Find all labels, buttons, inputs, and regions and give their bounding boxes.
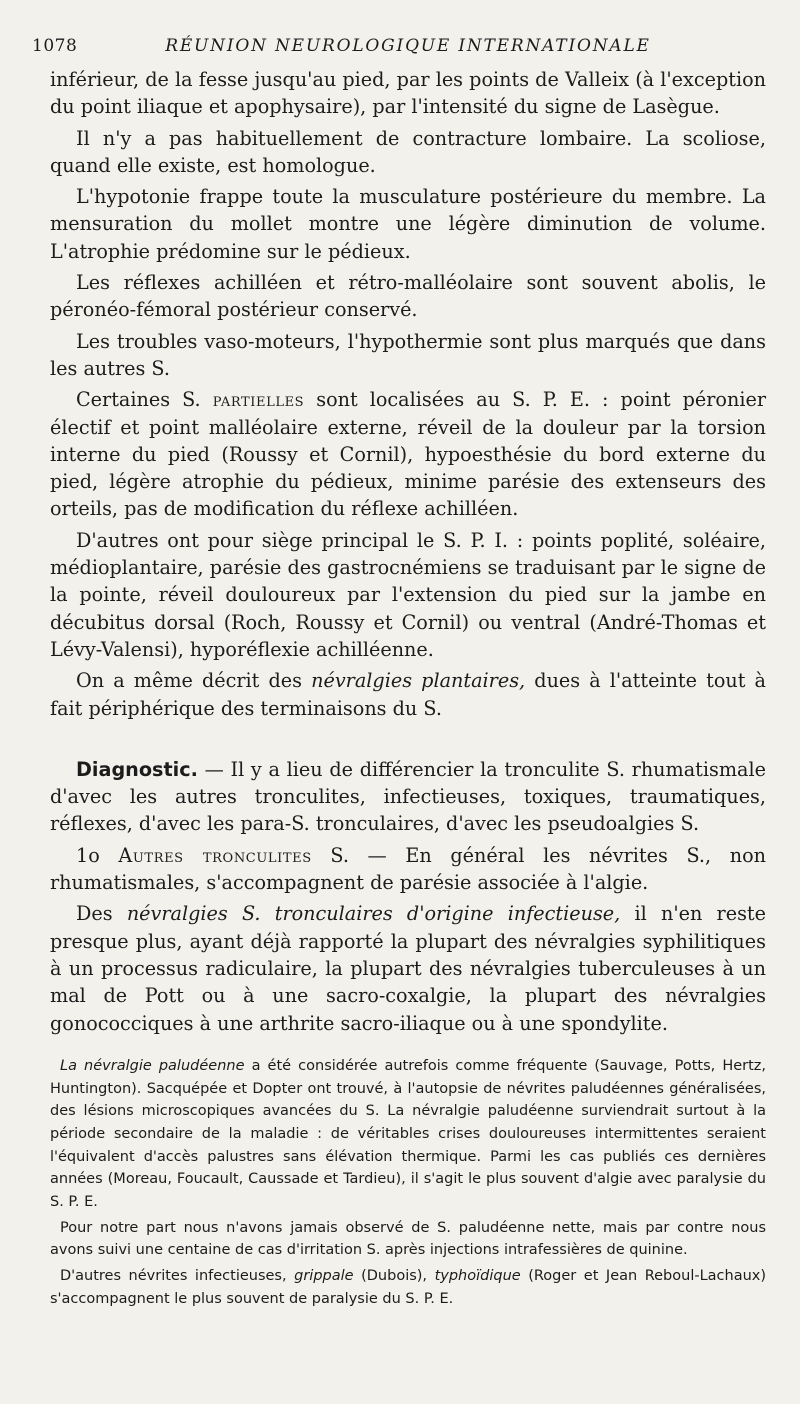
text-run: Des [76, 902, 113, 926]
item-number: 1o [76, 843, 100, 867]
text-run: Certaines S. [76, 388, 201, 412]
note-paludeenne [50, 1055, 766, 1214]
page-header [32, 36, 766, 66]
small-caps-run: Autres tronculites [118, 843, 312, 867]
paragraph-infectieuses [50, 900, 766, 1036]
italic-run: La névralgie paludéenne [60, 1057, 245, 1074]
paragraph-reflexes: Les réflexes achilléen et rétro-malléolaire sont souvent abolis, le péronéo-fémoral postérieur conservé. [50, 271, 766, 322]
italic-run: névralgies S. tronculaires d'origine infectieuse, [126, 902, 621, 926]
italic-run: névralgies plantaires, [311, 669, 526, 693]
paragraph-continued: inférieur, de la fesse jusqu'au pied, par les points de Valleix (à l'exception du point iliaque et apophysaire), par l'intensité du signe de Lasègue. [50, 68, 766, 119]
text-run: — Il y a lieu de différencier la tronculite S. rhumatismale d'avec les autres tronculites, infectieuses, toxiques, traumatiques, réflexes, d'avec les para-S. tronculaires, d'avec les pseudoalgies S. [50, 757, 766, 836]
section-gap [50, 726, 766, 756]
text-run: sont localisées au S. P. E. : point péronier électif et point malléolaire externe, réveil de la douleur par la torsion interne du pied (Roussy et Cornil), hypoesthésie du bord externe du pied, légère atrophie du pédieux, minime parésie des extenseurs des orteils, pas de modification du réflexe achilléen. [50, 388, 766, 521]
paragraph-hypotonie: L'hypotonie frappe toute la musculature postérieure du membre. La mensuration du mollet montre une légère diminution de volume. L'atrophie prédomine sur le pédieux. [50, 185, 766, 263]
page-number: 1078 [32, 36, 78, 56]
note-autres-nevrites [50, 1265, 766, 1310]
small-print-notes [50, 1055, 766, 1311]
paragraph-partielles [50, 386, 766, 522]
running-title: RÉUNION NEUROLOGIQUE INTERNATIONALE [165, 36, 651, 56]
italic-run: typhoïdique [434, 1268, 521, 1285]
text-run: a été considérée autrefois comme fréquente (Sauvage, Potts, Hertz, Huntington). Sacquépée et Dopter ont trouvé, à l'autopsie de névrites paludéennes généralisées, des lésions microscopiques avancées du S. La névralgie paludéenne surviendrait surtout à la période secondaire de la maladie : de véritables crises douloureuses intermittentes seraient l'équivalent d'accès palustres sans élévation thermique. Parmi les cas publiés ces dernières années (Moreau, Foucault, Caussade et Tardieu), il s'agit le plus souvent d'algie avec paralysie du S. P. E. [50, 1057, 767, 1211]
italic-run: grippale [294, 1268, 354, 1285]
text-run: S. — En général les névrites S., non rhumatismales, s'accompagnent de parésie associée à l'algie. [50, 843, 767, 895]
text-run: il n'en reste presque plus, ayant déjà rapporté la plupart des névralgies syphilitiques à un processus radiculaire, la plupart des névralgies tuberculeuses à un mal de Pott ou à une sacro-coxalgie, la plupart des névralgies gonococciques à une arthrite sacro-iliaque ou à une spondylite. [50, 902, 766, 1035]
paragraph-diagnostic [50, 756, 766, 838]
note-notre-part: Pour notre part nous n'avons jamais observé de S. paludéenne nette, mais par contre nous avons suivi une centaine de cas d'irritation S. après injections intrafessières de quinine. [50, 1219, 766, 1259]
section-heading: Diagnostic. [76, 757, 198, 781]
paragraph-contracture: Il n'y a pas habituellement de contracture lombaire. La scoliose, quand elle existe, est homologue. [50, 126, 766, 177]
paragraph-troubles: Les troubles vaso-moteurs, l'hypothermie sont plus marqués que dans les autres S. [50, 329, 766, 380]
main-text [50, 66, 766, 1037]
text-run: D'autres névrites infectieuses, [60, 1268, 287, 1285]
paragraph-spi: D'autres ont pour siège principal le S. P. I. : points poplité, soléaire, médioplantaire, parésie des gastrocnémiens se traduisant par le signe de la pointe, réveil douloureux par l'extension du pied sur la jambe en décubitus dorsal (Roch, Roussy et Cornil) ou ventral (André-Thomas et Lévy-Valensi), hyporéflexie achilléenne. [50, 528, 766, 661]
paragraph-autres-tronculites [50, 842, 766, 897]
text-run: (Roger et Jean Reboul-Lachaux) s'accompagnent le plus souvent de paralysie du S. P. E. [50, 1268, 767, 1307]
text-run: dues à l'atteinte tout à fait périphérique des terminaisons du S. [50, 669, 766, 720]
text-run: (Dubois), [361, 1268, 428, 1285]
paragraph-plantaires [50, 667, 766, 722]
small-caps-run: partielles [212, 388, 305, 412]
text-run: On a même décrit des [76, 669, 302, 693]
